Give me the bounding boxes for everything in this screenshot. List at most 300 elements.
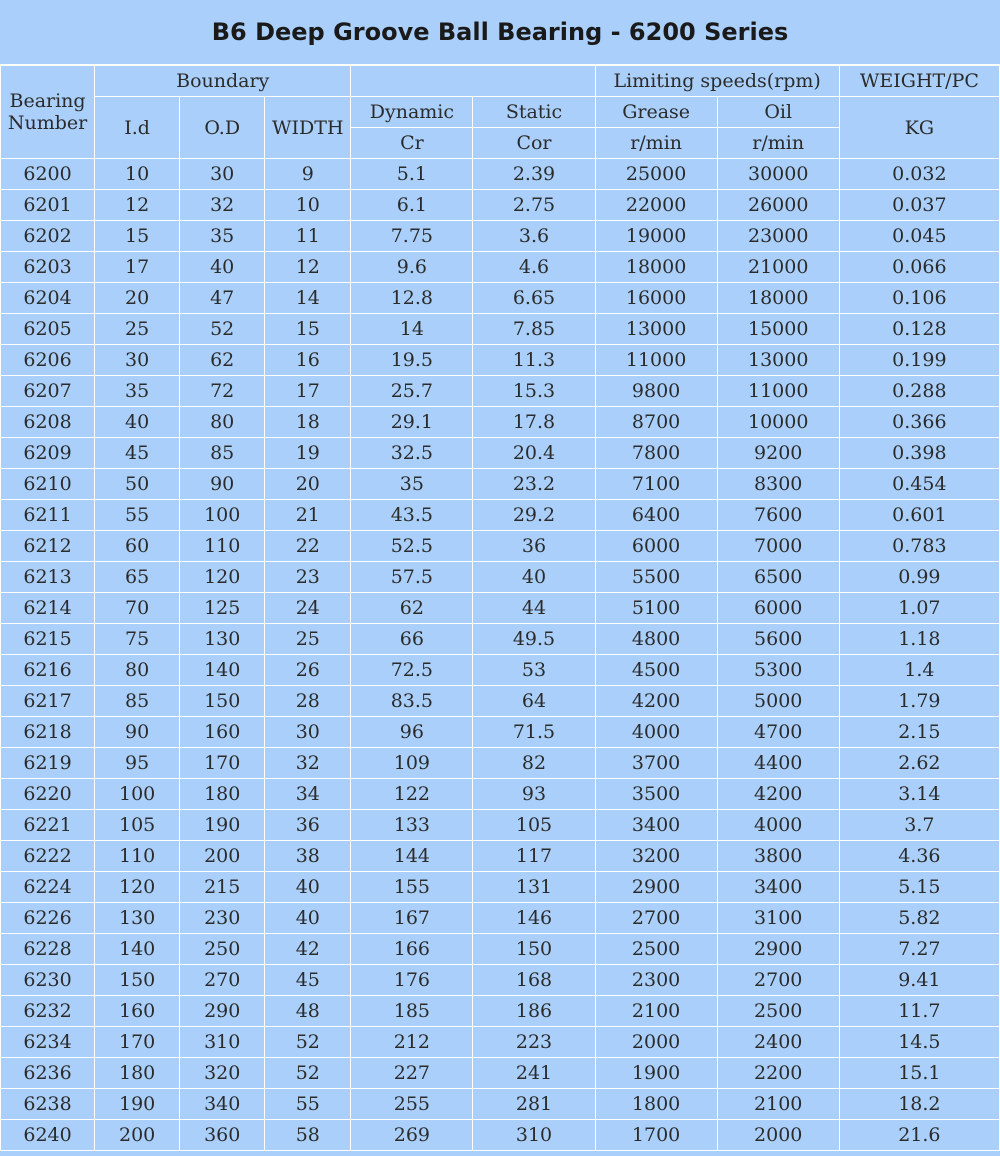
cell-id: 12: [95, 190, 180, 221]
cell-width: 32: [265, 748, 351, 779]
cell-width: 52: [265, 1058, 351, 1089]
cell-oil-speed: 2500: [717, 996, 839, 1027]
cell-static-cor: 53: [473, 655, 595, 686]
table-row: [1, 1027, 1000, 1058]
cell-oil-speed: 5300: [717, 655, 839, 686]
cell-oil-speed: 2100: [717, 1089, 839, 1120]
cell-static-cor: 15.3: [473, 376, 595, 407]
cell-grease-speed: 13000: [595, 314, 717, 345]
cell-width: 24: [265, 593, 351, 624]
cell-static-cor: 64: [473, 686, 595, 717]
cell-bearing-number: 6216: [1, 655, 95, 686]
cell-dynamic-cr: 25.7: [351, 376, 473, 407]
cell-od: 30: [180, 159, 265, 190]
cell-weight: 21.6: [839, 1120, 999, 1151]
cell-static-cor: 6.65: [473, 283, 595, 314]
cell-dynamic-cr: 133: [351, 810, 473, 841]
cell-static-cor: 131: [473, 872, 595, 903]
table-row: [1, 252, 1000, 283]
cell-grease-speed: 1800: [595, 1089, 717, 1120]
cell-grease-speed: 2700: [595, 903, 717, 934]
cell-width: 21: [265, 500, 351, 531]
cell-width: 17: [265, 376, 351, 407]
cell-od: 270: [180, 965, 265, 996]
cell-id: 17: [95, 252, 180, 283]
cell-od: 90: [180, 469, 265, 500]
cell-static-cor: 44: [473, 593, 595, 624]
header-dynamic: Dynamic: [351, 97, 473, 128]
cell-oil-speed: 26000: [717, 190, 839, 221]
cell-bearing-number: 6207: [1, 376, 95, 407]
cell-dynamic-cr: 66: [351, 624, 473, 655]
cell-oil-speed: 3400: [717, 872, 839, 903]
cell-width: 42: [265, 934, 351, 965]
cell-dynamic-cr: 255: [351, 1089, 473, 1120]
cell-bearing-number: 6210: [1, 469, 95, 500]
cell-grease-speed: 9800: [595, 376, 717, 407]
cell-dynamic-cr: 166: [351, 934, 473, 965]
cell-bearing-number: 6206: [1, 345, 95, 376]
cell-id: 10: [95, 159, 180, 190]
cell-bearing-number: 6236: [1, 1058, 95, 1089]
cell-od: 130: [180, 624, 265, 655]
cell-od: 290: [180, 996, 265, 1027]
cell-od: 360: [180, 1120, 265, 1151]
cell-weight: 0.601: [839, 500, 999, 531]
cell-grease-speed: 3400: [595, 810, 717, 841]
cell-bearing-number: 6212: [1, 531, 95, 562]
cell-id: 110: [95, 841, 180, 872]
table-row: [1, 1089, 1000, 1120]
cell-od: 340: [180, 1089, 265, 1120]
cell-oil-speed: 8300: [717, 469, 839, 500]
cell-grease-speed: 1900: [595, 1058, 717, 1089]
table-row: [1, 1120, 1000, 1151]
cell-weight: 0.032: [839, 159, 999, 190]
header-dynamic-unit: Cr: [351, 128, 473, 159]
table-row: [1, 314, 1000, 345]
cell-width: 40: [265, 872, 351, 903]
cell-bearing-number: 6209: [1, 438, 95, 469]
header-limiting-speeds: Limiting speeds(rpm): [595, 66, 839, 97]
cell-bearing-number: 6226: [1, 903, 95, 934]
cell-static-cor: 2.39: [473, 159, 595, 190]
cell-od: 32: [180, 190, 265, 221]
cell-oil-speed: 4200: [717, 779, 839, 810]
cell-width: 28: [265, 686, 351, 717]
cell-oil-speed: 10000: [717, 407, 839, 438]
cell-grease-speed: 25000: [595, 159, 717, 190]
cell-id: 55: [95, 500, 180, 531]
cell-id: 20: [95, 283, 180, 314]
cell-dynamic-cr: 19.5: [351, 345, 473, 376]
header-load-ratings: [351, 66, 595, 97]
cell-dynamic-cr: 7.75: [351, 221, 473, 252]
cell-id: 75: [95, 624, 180, 655]
table-row: [1, 996, 1000, 1027]
cell-dynamic-cr: 109: [351, 748, 473, 779]
cell-od: 200: [180, 841, 265, 872]
cell-grease-speed: 2500: [595, 934, 717, 965]
cell-od: 52: [180, 314, 265, 345]
cell-oil-speed: 23000: [717, 221, 839, 252]
cell-weight: 1.79: [839, 686, 999, 717]
cell-weight: 1.07: [839, 593, 999, 624]
table-row: [1, 283, 1000, 314]
cell-id: 30: [95, 345, 180, 376]
cell-grease-speed: 18000: [595, 252, 717, 283]
cell-grease-speed: 22000: [595, 190, 717, 221]
header-width: WIDTH: [265, 97, 351, 159]
cell-id: 65: [95, 562, 180, 593]
cell-bearing-number: 6208: [1, 407, 95, 438]
header-oil: Oil: [717, 97, 839, 128]
cell-od: 140: [180, 655, 265, 686]
cell-bearing-number: 6230: [1, 965, 95, 996]
header-id: I.d: [95, 97, 180, 159]
cell-weight: 0.454: [839, 469, 999, 500]
cell-weight: 1.4: [839, 655, 999, 686]
table-row: [1, 500, 1000, 531]
cell-weight: 3.14: [839, 779, 999, 810]
cell-od: 40: [180, 252, 265, 283]
cell-id: 170: [95, 1027, 180, 1058]
cell-weight: 0.366: [839, 407, 999, 438]
cell-oil-speed: 6500: [717, 562, 839, 593]
cell-grease-speed: 3700: [595, 748, 717, 779]
cell-id: 50: [95, 469, 180, 500]
cell-grease-speed: 2300: [595, 965, 717, 996]
cell-id: 40: [95, 407, 180, 438]
cell-od: 170: [180, 748, 265, 779]
header-od: O.D: [180, 97, 265, 159]
table-row: [1, 221, 1000, 252]
cell-dynamic-cr: 32.5: [351, 438, 473, 469]
cell-dynamic-cr: 14: [351, 314, 473, 345]
cell-grease-speed: 3200: [595, 841, 717, 872]
cell-oil-speed: 6000: [717, 593, 839, 624]
cell-weight: 0.288: [839, 376, 999, 407]
cell-dynamic-cr: 62: [351, 593, 473, 624]
cell-static-cor: 11.3: [473, 345, 595, 376]
cell-width: 20: [265, 469, 351, 500]
cell-weight: 0.106: [839, 283, 999, 314]
cell-dynamic-cr: 176: [351, 965, 473, 996]
cell-id: 85: [95, 686, 180, 717]
cell-weight: 18.2: [839, 1089, 999, 1120]
cell-grease-speed: 7100: [595, 469, 717, 500]
table-row: [1, 624, 1000, 655]
cell-width: 52: [265, 1027, 351, 1058]
cell-id: 60: [95, 531, 180, 562]
cell-width: 15: [265, 314, 351, 345]
table-row: [1, 345, 1000, 376]
cell-grease-speed: 5500: [595, 562, 717, 593]
cell-od: 80: [180, 407, 265, 438]
table-row: [1, 159, 1000, 190]
cell-dynamic-cr: 12.8: [351, 283, 473, 314]
cell-static-cor: 36: [473, 531, 595, 562]
cell-dynamic-cr: 35: [351, 469, 473, 500]
cell-dynamic-cr: 52.5: [351, 531, 473, 562]
cell-od: 190: [180, 810, 265, 841]
cell-id: 140: [95, 934, 180, 965]
cell-grease-speed: 4500: [595, 655, 717, 686]
table-row: [1, 841, 1000, 872]
table-row: [1, 810, 1000, 841]
header-static-unit: Cor: [473, 128, 595, 159]
cell-static-cor: 310: [473, 1120, 595, 1151]
cell-dynamic-cr: 167: [351, 903, 473, 934]
cell-width: 18: [265, 407, 351, 438]
header-weight-unit: KG: [839, 97, 999, 159]
cell-static-cor: 3.6: [473, 221, 595, 252]
header-bearing-number: [1, 66, 95, 159]
cell-static-cor: 23.2: [473, 469, 595, 500]
cell-od: 35: [180, 221, 265, 252]
cell-dynamic-cr: 9.6: [351, 252, 473, 283]
cell-width: 11: [265, 221, 351, 252]
cell-weight: 2.15: [839, 717, 999, 748]
table-row: [1, 562, 1000, 593]
cell-static-cor: 105: [473, 810, 595, 841]
cell-dynamic-cr: 96: [351, 717, 473, 748]
cell-dynamic-cr: 144: [351, 841, 473, 872]
cell-bearing-number: 6240: [1, 1120, 95, 1151]
cell-static-cor: 117: [473, 841, 595, 872]
table-row: [1, 593, 1000, 624]
cell-od: 100: [180, 500, 265, 531]
cell-static-cor: 7.85: [473, 314, 595, 345]
cell-static-cor: 17.8: [473, 407, 595, 438]
table-row: [1, 934, 1000, 965]
cell-static-cor: 49.5: [473, 624, 595, 655]
cell-dynamic-cr: 212: [351, 1027, 473, 1058]
cell-static-cor: 146: [473, 903, 595, 934]
cell-bearing-number: 6232: [1, 996, 95, 1027]
cell-id: 180: [95, 1058, 180, 1089]
cell-oil-speed: 2400: [717, 1027, 839, 1058]
cell-weight: 3.7: [839, 810, 999, 841]
cell-width: 22: [265, 531, 351, 562]
cell-grease-speed: 4800: [595, 624, 717, 655]
cell-id: 200: [95, 1120, 180, 1151]
cell-dynamic-cr: 72.5: [351, 655, 473, 686]
cell-bearing-number: 6203: [1, 252, 95, 283]
cell-weight: 0.199: [839, 345, 999, 376]
cell-od: 72: [180, 376, 265, 407]
cell-static-cor: 168: [473, 965, 595, 996]
cell-id: 150: [95, 965, 180, 996]
cell-static-cor: 223: [473, 1027, 595, 1058]
cell-od: 120: [180, 562, 265, 593]
cell-id: 25: [95, 314, 180, 345]
cell-bearing-number: 6204: [1, 283, 95, 314]
cell-static-cor: 2.75: [473, 190, 595, 221]
cell-width: 36: [265, 810, 351, 841]
header-grease: Grease: [595, 97, 717, 128]
cell-bearing-number: 6215: [1, 624, 95, 655]
cell-od: 125: [180, 593, 265, 624]
table-row: [1, 779, 1000, 810]
cell-width: 10: [265, 190, 351, 221]
cell-static-cor: 40: [473, 562, 595, 593]
cell-width: 19: [265, 438, 351, 469]
cell-dynamic-cr: 122: [351, 779, 473, 810]
cell-od: 110: [180, 531, 265, 562]
cell-bearing-number: 6214: [1, 593, 95, 624]
header-weight: WEIGHT/PC: [839, 66, 999, 97]
cell-od: 230: [180, 903, 265, 934]
page-title: B6 Deep Groove Ball Bearing - 6200 Series: [0, 0, 1000, 65]
cell-dynamic-cr: 227: [351, 1058, 473, 1089]
cell-static-cor: 281: [473, 1089, 595, 1120]
cell-bearing-number: 6222: [1, 841, 95, 872]
header-bearing-number-line1: Bearing: [9, 90, 86, 112]
cell-bearing-number: 6224: [1, 872, 95, 903]
cell-weight: 1.18: [839, 624, 999, 655]
cell-static-cor: 82: [473, 748, 595, 779]
table-row: [1, 407, 1000, 438]
cell-width: 14: [265, 283, 351, 314]
cell-static-cor: 20.4: [473, 438, 595, 469]
cell-width: 30: [265, 717, 351, 748]
cell-bearing-number: 6221: [1, 810, 95, 841]
cell-static-cor: 71.5: [473, 717, 595, 748]
cell-static-cor: 93: [473, 779, 595, 810]
cell-oil-speed: 3100: [717, 903, 839, 934]
cell-static-cor: 4.6: [473, 252, 595, 283]
cell-grease-speed: 2900: [595, 872, 717, 903]
cell-od: 180: [180, 779, 265, 810]
cell-width: 34: [265, 779, 351, 810]
cell-id: 45: [95, 438, 180, 469]
cell-bearing-number: 6228: [1, 934, 95, 965]
cell-grease-speed: 4200: [595, 686, 717, 717]
cell-static-cor: 150: [473, 934, 595, 965]
cell-weight: 0.066: [839, 252, 999, 283]
cell-bearing-number: 6200: [1, 159, 95, 190]
table-row: [1, 1058, 1000, 1089]
cell-bearing-number: 6202: [1, 221, 95, 252]
cell-oil-speed: 21000: [717, 252, 839, 283]
table-row: [1, 748, 1000, 779]
cell-static-cor: 241: [473, 1058, 595, 1089]
cell-bearing-number: 6217: [1, 686, 95, 717]
cell-static-cor: 29.2: [473, 500, 595, 531]
cell-weight: 15.1: [839, 1058, 999, 1089]
cell-bearing-number: 6201: [1, 190, 95, 221]
table-row: [1, 903, 1000, 934]
cell-dynamic-cr: 185: [351, 996, 473, 1027]
cell-grease-speed: 19000: [595, 221, 717, 252]
table-row: [1, 469, 1000, 500]
cell-dynamic-cr: 155: [351, 872, 473, 903]
cell-od: 310: [180, 1027, 265, 1058]
cell-dynamic-cr: 57.5: [351, 562, 473, 593]
cell-oil-speed: 3800: [717, 841, 839, 872]
cell-oil-speed: 5000: [717, 686, 839, 717]
cell-bearing-number: 6205: [1, 314, 95, 345]
cell-dynamic-cr: 5.1: [351, 159, 473, 190]
cell-weight: 9.41: [839, 965, 999, 996]
cell-grease-speed: 6400: [595, 500, 717, 531]
cell-dynamic-cr: 6.1: [351, 190, 473, 221]
cell-dynamic-cr: 269: [351, 1120, 473, 1151]
cell-grease-speed: 16000: [595, 283, 717, 314]
cell-dynamic-cr: 29.1: [351, 407, 473, 438]
cell-oil-speed: 7600: [717, 500, 839, 531]
cell-width: 48: [265, 996, 351, 1027]
cell-id: 15: [95, 221, 180, 252]
cell-oil-speed: 4400: [717, 748, 839, 779]
cell-id: 70: [95, 593, 180, 624]
table-row: [1, 190, 1000, 221]
cell-grease-speed: 2000: [595, 1027, 717, 1058]
cell-od: 160: [180, 717, 265, 748]
cell-width: 55: [265, 1089, 351, 1120]
cell-od: 250: [180, 934, 265, 965]
cell-width: 12: [265, 252, 351, 283]
cell-grease-speed: 4000: [595, 717, 717, 748]
cell-grease-speed: 6000: [595, 531, 717, 562]
cell-id: 120: [95, 872, 180, 903]
cell-bearing-number: 6238: [1, 1089, 95, 1120]
cell-oil-speed: 2900: [717, 934, 839, 965]
cell-weight: 5.82: [839, 903, 999, 934]
cell-od: 320: [180, 1058, 265, 1089]
cell-weight: 11.7: [839, 996, 999, 1027]
cell-oil-speed: 15000: [717, 314, 839, 345]
table-row: [1, 965, 1000, 996]
cell-oil-speed: 11000: [717, 376, 839, 407]
header-static: Static: [473, 97, 595, 128]
cell-dynamic-cr: 43.5: [351, 500, 473, 531]
cell-id: 100: [95, 779, 180, 810]
cell-width: 25: [265, 624, 351, 655]
cell-dynamic-cr: 83.5: [351, 686, 473, 717]
cell-bearing-number: 6211: [1, 500, 95, 531]
cell-id: 130: [95, 903, 180, 934]
table-row: [1, 872, 1000, 903]
cell-weight: 14.5: [839, 1027, 999, 1058]
cell-grease-speed: 1700: [595, 1120, 717, 1151]
cell-width: 40: [265, 903, 351, 934]
cell-grease-speed: 7800: [595, 438, 717, 469]
cell-weight: 4.36: [839, 841, 999, 872]
header-bearing-number-line2: Number: [7, 112, 88, 134]
cell-width: 9: [265, 159, 351, 190]
cell-weight: 0.99: [839, 562, 999, 593]
cell-od: 85: [180, 438, 265, 469]
cell-oil-speed: 30000: [717, 159, 839, 190]
cell-weight: 0.037: [839, 190, 999, 221]
cell-width: 45: [265, 965, 351, 996]
cell-width: 38: [265, 841, 351, 872]
cell-weight: 0.783: [839, 531, 999, 562]
header-boundary: Boundary: [95, 66, 351, 97]
cell-oil-speed: 4700: [717, 717, 839, 748]
table-row: [1, 686, 1000, 717]
cell-oil-speed: 9200: [717, 438, 839, 469]
cell-grease-speed: 5100: [595, 593, 717, 624]
table-row: [1, 717, 1000, 748]
cell-bearing-number: 6213: [1, 562, 95, 593]
cell-grease-speed: 2100: [595, 996, 717, 1027]
header-oil-unit: r/min: [717, 128, 839, 159]
header-grease-unit: r/min: [595, 128, 717, 159]
cell-id: 90: [95, 717, 180, 748]
